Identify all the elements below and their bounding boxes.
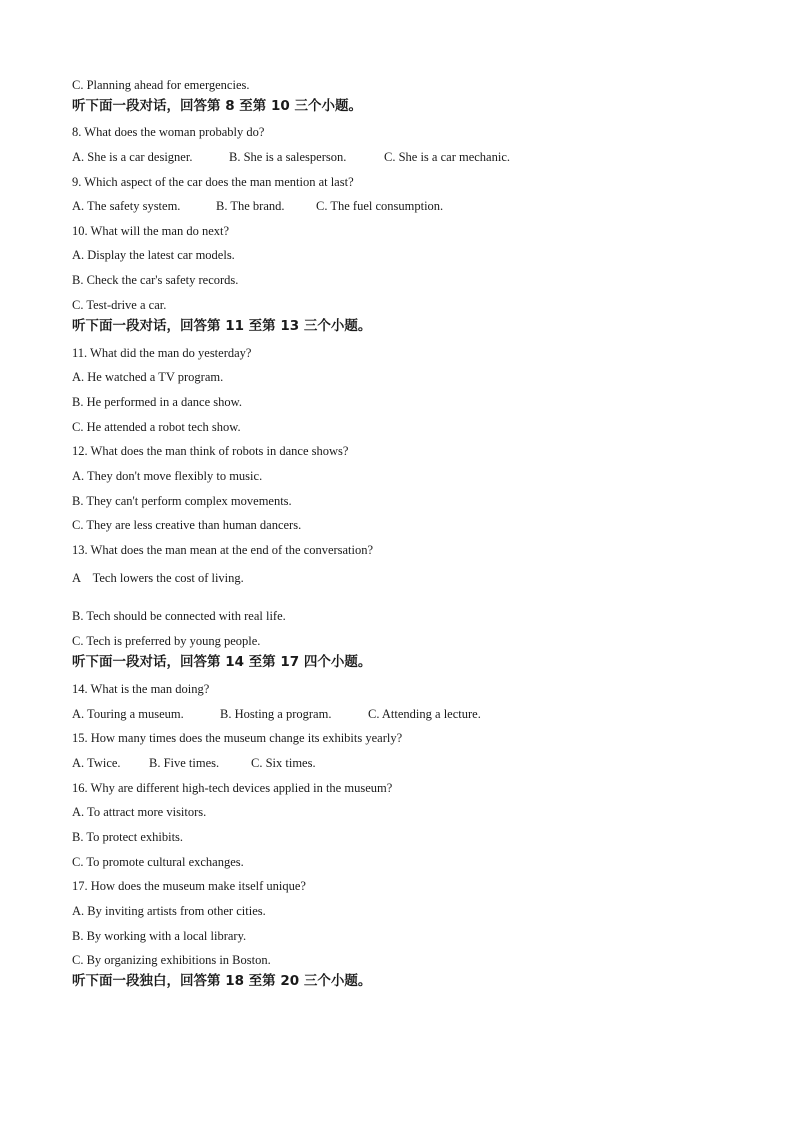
option-line: C. Planning ahead for emergencies. [72,78,250,92]
question-11: 11. What did the man do yesterday? [72,346,252,360]
option-c: C. The fuel consumption. [316,199,444,213]
option-line: A. They don't move flexibly to music. [72,469,263,483]
question-12: 12. What does the man think of robots in dance shows? [72,444,349,458]
option-a: A. Twice. [72,756,121,770]
option-line: A. He watched a TV program. [72,370,224,384]
option-a: A. The safety system. [72,199,181,213]
option-a: A. Touring a museum. [72,707,184,721]
section-heading: 听下面一段对话，回答第 14 至第 17 四个小题。 [72,654,372,670]
option-line: C. Tech is preferred by young people. [72,634,261,648]
question-14: 14. What is the man doing? [72,682,210,696]
option-line: A. To attract more visitors. [72,805,207,819]
option-b: B. Five times. [149,756,220,770]
option-line: A. Display the latest car models. [72,248,235,262]
option-c: C. She is a car mechanic. [384,150,510,164]
question-9: 9. Which aspect of the car does the man mention at last? [72,175,354,189]
option-c: C. Six times. [251,756,316,770]
option-line: C. By organizing exhibitions in Boston. [72,953,271,967]
option-line: B. They can't perform complex movements. [72,494,292,508]
question-16: 16. Why are different high-tech devices applied in the museum? [72,781,393,795]
option-a: A. She is a car designer. [72,150,193,164]
question-13: 13. What does the man mean at the end of the conversation? [72,543,374,557]
option-line: B. Tech should be connected with real life. [72,609,286,623]
option-line: B. By working with a local library. [72,929,247,943]
option-line: B. To protect exhibits. [72,830,184,844]
option-b: B. The brand. [216,199,285,213]
option-line: A. By inviting artists from other cities. [72,904,266,918]
section-heading: 听下面一段独白，回答第 18 至第 20 三个小题。 [72,973,372,989]
question-17: 17. How does the museum make itself unique? [72,879,306,893]
option-c: C. Attending a lecture. [368,707,481,721]
question-8: 8. What does the woman probably do? [72,125,265,139]
option-line: C. They are less creative than human dancers. [72,518,302,532]
option-line: C. To promote cultural exchanges. [72,855,244,869]
options-row [72,198,443,214]
option-line: B. Check the car's safety records. [72,273,239,287]
option-b: B. She is a salesperson. [229,150,347,164]
question-10: 10. What will the man do next? [72,224,230,238]
options-row [72,149,510,165]
option-line: B. He performed in a dance show. [72,395,242,409]
option-line: C. He attended a robot tech show. [72,420,241,434]
options-row [72,706,481,722]
question-15: 15. How many times does the museum change its exhibits yearly? [72,731,403,745]
option-b: B. Hosting a program. [220,707,332,721]
options-row [72,755,316,771]
option-line: A Tech lowers the cost of living. [72,571,244,585]
section-heading: 听下面一段对话，回答第 8 至第 10 三个小题。 [72,98,362,114]
option-line: C. Test-drive a car. [72,298,167,312]
section-heading: 听下面一段对话，回答第 11 至第 13 三个小题。 [72,318,372,334]
